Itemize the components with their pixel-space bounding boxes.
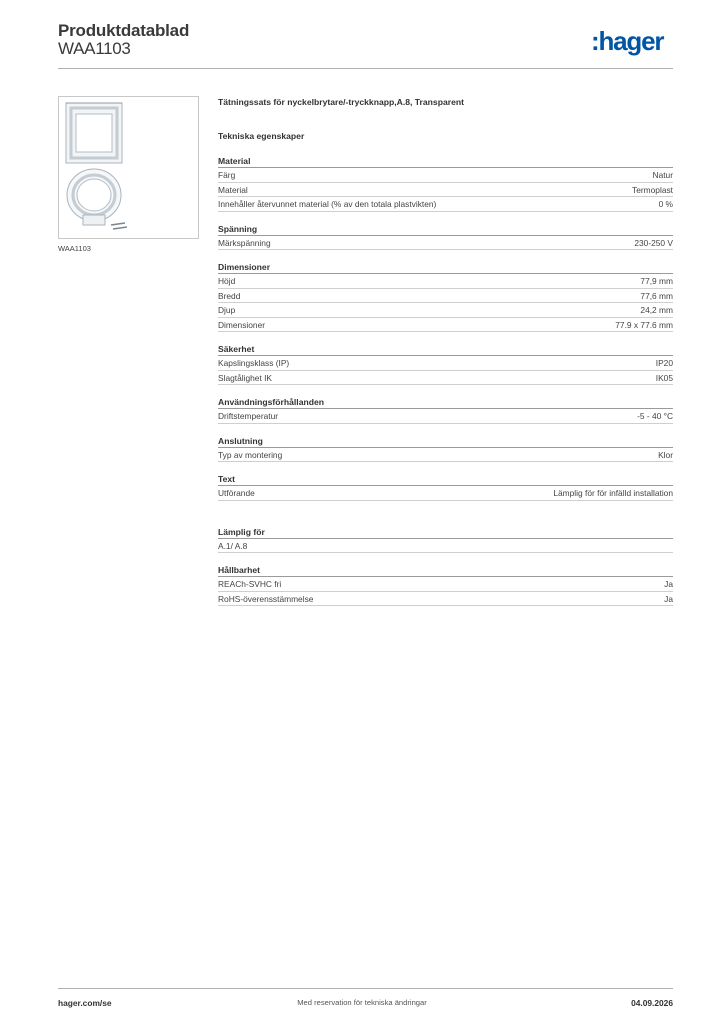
hager-logo [591, 26, 675, 58]
table-row [218, 448, 673, 463]
table-row [218, 236, 673, 251]
section-operating-conditions [218, 396, 673, 424]
row-value: Natur [652, 170, 673, 180]
table-row [218, 303, 673, 318]
row-value: Lämplig för för infälld installation [553, 488, 673, 498]
footer-website-link[interactable]: hager.com/se [58, 998, 112, 1008]
table-row [218, 197, 673, 212]
row-value: Klor [658, 449, 673, 460]
table-row [218, 168, 673, 183]
section-title: Spänning [218, 223, 258, 234]
section-title: Material [218, 156, 251, 166]
product-illustration-icon [59, 97, 198, 238]
section-title: Lämplig för [218, 526, 265, 537]
section-title: Dimensioner [218, 262, 271, 272]
section-safety [218, 343, 673, 385]
table-row [218, 318, 673, 333]
product-details [218, 96, 673, 606]
row-value: 77,9 mm [640, 276, 673, 286]
technical-properties-heading: Tekniska egenskaper [218, 131, 305, 141]
row-label: Material [218, 184, 248, 195]
row-label: Höjd [218, 276, 236, 286]
row-value: Termoplast [632, 184, 673, 195]
row-value: Ja [664, 579, 673, 589]
row-label: Slagtålighet IK [218, 372, 273, 383]
row-label: Innehåller återvunnet material (% av den totala plastvikten) [218, 199, 437, 209]
row-label: REACh-SVHC fri [218, 579, 282, 589]
section-voltage [218, 223, 673, 251]
row-label: Driftstemperatur [218, 411, 279, 421]
table-row [218, 592, 673, 607]
section-sustainability [218, 564, 673, 606]
row-value: IP20 [655, 358, 673, 368]
section-dimensions [218, 261, 673, 332]
row-value: Ja [664, 593, 673, 604]
row-label: Dimensioner [218, 319, 266, 330]
section-title: Användningsförhållanden [218, 397, 324, 407]
row-label: A.1/ A.8 [218, 540, 248, 551]
row-label: Märkspänning [218, 237, 271, 248]
section-text [218, 473, 673, 501]
page-title: Produktdatablad [58, 21, 190, 40]
table-row [218, 356, 673, 371]
section-title: Säkerhet [218, 344, 255, 354]
row-value: -5 - 40 °C [637, 411, 673, 421]
image-caption: WAA1103 [58, 244, 91, 253]
section-title: Hållbarhet [218, 565, 261, 575]
table-row [218, 539, 673, 554]
table-row [218, 486, 673, 501]
row-value: 77.9 x 77.6 mm [615, 319, 673, 330]
section-title: Anslutning [218, 435, 263, 446]
table-row [218, 183, 673, 198]
row-label: Djup [218, 305, 236, 315]
row-label: Typ av montering [218, 449, 283, 460]
row-value: 77,6 mm [640, 290, 673, 301]
footer-date: 04.09.2026 [631, 998, 673, 1008]
section-suitable-for [218, 526, 673, 554]
row-label: Utförande [218, 488, 255, 498]
footer-divider [58, 988, 673, 989]
product-image [58, 96, 199, 239]
footer-notice: Med reservation för tekniska ändringar [297, 998, 427, 1007]
table-row [218, 577, 673, 592]
row-value: 0 % [658, 199, 673, 209]
row-label: Bredd [218, 290, 241, 301]
table-row [218, 409, 673, 424]
row-label: Kapslingsklass (IP) [218, 358, 290, 368]
product-description: Tätningssats för nyckelbrytare/-tryckknapp,A.8, Transparent [218, 97, 464, 107]
row-value: IK05 [655, 372, 673, 383]
row-value: 230-250 V [634, 237, 673, 248]
product-code: WAA1103 [58, 39, 131, 58]
header-divider [58, 68, 673, 69]
row-label: RoHS-överensstämmelse [218, 593, 314, 604]
row-value: 24,2 mm [640, 305, 673, 315]
table-row [218, 289, 673, 304]
table-row [218, 274, 673, 289]
hager-logo-text: :hager [591, 26, 664, 56]
section-connection [218, 435, 673, 463]
row-label: Färg [218, 170, 236, 180]
table-row [218, 371, 673, 386]
section-title: Text [218, 474, 236, 484]
section-material [218, 155, 673, 212]
